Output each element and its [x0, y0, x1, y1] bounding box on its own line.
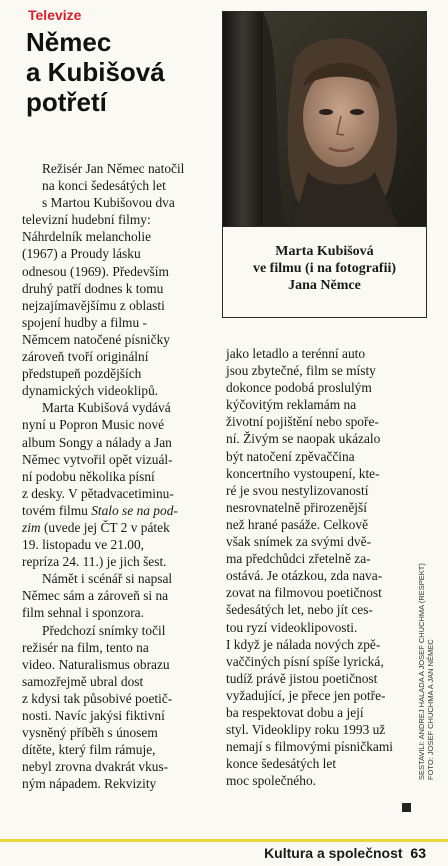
- article-line: kýčovitým reklamám na: [226, 397, 357, 413]
- article-line: s Martou Kubišovou dva: [42, 195, 175, 211]
- article-line: Němcem natočené písničky: [22, 331, 170, 347]
- photo-caption: [222, 226, 427, 318]
- article-line: vysněný příběh s únosem: [22, 725, 158, 741]
- article-line: však snímek za svými dvě-: [226, 534, 372, 550]
- article-line: režisér na film, tento na: [22, 639, 149, 655]
- headline-line: a Kubišová: [26, 57, 165, 87]
- article-column-left: [22, 160, 214, 792]
- credit-line: FOTO: JOSEF CHUCHMA A JAN NĚMEC: [425, 639, 435, 780]
- article-line: vaččiných písní spíše lyrická,: [226, 653, 384, 669]
- article-line: Náhrdelník melancholie: [22, 229, 152, 245]
- article-line: styl. Videoklipy roku 1993 už: [226, 722, 386, 738]
- article-line: Němec vytvořil opět vizuál-: [22, 451, 173, 467]
- portrait-illustration: [223, 12, 426, 226]
- article-line: televizní hudební filmy:: [22, 212, 151, 228]
- article-line: předstupeň pozdějších: [22, 366, 142, 382]
- article-line: nesrovnatelně přirozenější: [226, 499, 367, 515]
- photo-credits: [417, 540, 435, 780]
- caption-line: Marta Kubišová: [275, 244, 374, 259]
- article-line: Námět i scénář si napsal: [42, 571, 173, 587]
- article-line: nyní u Popron Music nové: [22, 417, 165, 433]
- article-line: nemají s filmovými písničkami: [226, 739, 393, 755]
- article-line: repríza 24. 11.) je jich šest.: [22, 554, 167, 570]
- article-line: zovat na filmovou poetičnost: [226, 585, 382, 601]
- section-label: Televize: [28, 7, 82, 23]
- article-line: Němec sám a zároveň si na: [22, 588, 169, 604]
- article-line: nebyl zrovna dvakrát vkus-: [22, 759, 169, 775]
- article-line: 19. listopadu ve 21.00,: [22, 537, 144, 553]
- article-line: ní podobu několika písní: [22, 468, 155, 484]
- article-line: samozřejmě ubral dost: [22, 673, 144, 689]
- article-line: na konci šedesátých let: [42, 178, 166, 194]
- article-line: jako letadlo a terénní auto: [226, 346, 366, 361]
- article-line: spojení hudby a filmu -: [22, 314, 147, 330]
- article-line: ní. Živým se naopak ukázalo: [226, 431, 381, 447]
- article-line: (1967) a Proudy lásku: [22, 246, 141, 262]
- article-line: nosti. Navíc jakýsi fiktivní: [22, 708, 165, 723]
- article-line: druhý patří dodnes k tomu: [22, 280, 164, 296]
- article-line: ma předchůdci zřetelně za-: [226, 551, 371, 567]
- article-line: ba respektovat dobu a její: [226, 704, 364, 720]
- article-line: zim (uvede jej ČT 2 v pátek: [22, 519, 170, 535]
- article-line: být natočení zpěvaččina: [226, 448, 355, 464]
- article-line: Režisér Jan Němec natočil: [42, 161, 185, 176]
- article-line: zároveň tvoří originální: [22, 349, 149, 365]
- article-line: tovém filmu Stalo se na pod-: [22, 502, 178, 518]
- article-line: než hrané pasáže. Celkově: [226, 516, 369, 532]
- article-line: video. Naturalismus obrazu: [22, 656, 170, 672]
- article-line: konce šedesátých let: [226, 756, 337, 772]
- article-line: ným nápadem. Rekvizity: [22, 776, 157, 792]
- footer-section: Kultura a společnost: [264, 845, 403, 861]
- headline-line: potřetí: [26, 87, 107, 117]
- credits-text: [418, 563, 435, 780]
- article-line: tudíž právě jistou poetičnost: [226, 670, 378, 686]
- article-line: vyžadující, je přece jen potře-: [226, 687, 386, 703]
- article-line: z kdysi tak působivé poetič-: [22, 690, 173, 706]
- article-line: Předchozí snímky točil: [42, 622, 166, 638]
- caption-line: Jana Němce: [288, 278, 361, 293]
- page-number: 63: [410, 845, 426, 861]
- article-line: jsou zbytečné, film se místy: [226, 363, 376, 379]
- article-line: nejzajímavějšímu z oblasti: [22, 297, 165, 313]
- article-line: film sehnal i sponzora.: [22, 605, 144, 621]
- article-line: odnesou (1969). Především: [22, 263, 169, 279]
- caption-line: ve filmu (i na fotografii): [252, 261, 397, 276]
- article-line: dítěte, který film rámuje,: [22, 742, 156, 758]
- portrait-photo: [222, 11, 427, 227]
- article-line: Marta Kubišová vydává: [42, 400, 171, 416]
- article-line: ré je svou nestylizovaností: [226, 482, 369, 498]
- article-line: moc společného.: [226, 773, 316, 789]
- article-line: dynamických videoklipů.: [22, 383, 159, 399]
- article-line: ostává. Je otázkou, zda nava-: [226, 568, 383, 584]
- article-column-right: [226, 345, 411, 789]
- article-line: tou ryzí videoklipovosti.: [226, 619, 358, 635]
- page-footer: [264, 845, 426, 861]
- footer-rule: [0, 839, 448, 842]
- credit-line: SESTAVILI: ANDREJ HALADA A JOSEF CHUCHMA (RESPEKT): [417, 563, 426, 780]
- article-line: album Songy a nálady a Jan: [22, 434, 172, 450]
- article-line: I když je nálada nových zpě-: [226, 636, 381, 652]
- article-line: koncertního vystoupení, kte-: [226, 465, 380, 481]
- headline: [26, 27, 216, 117]
- article-line: dokonce podobá proslulým: [226, 380, 372, 396]
- headline-line: Němec: [26, 27, 112, 57]
- article-line: šedesátých let, nebo jít ces-: [226, 602, 373, 618]
- article-line: životní pojištění nebo spoře-: [226, 414, 379, 430]
- end-of-article-mark: [402, 803, 411, 812]
- article-line: z desky. V pětadvacetiminu-: [22, 485, 174, 501]
